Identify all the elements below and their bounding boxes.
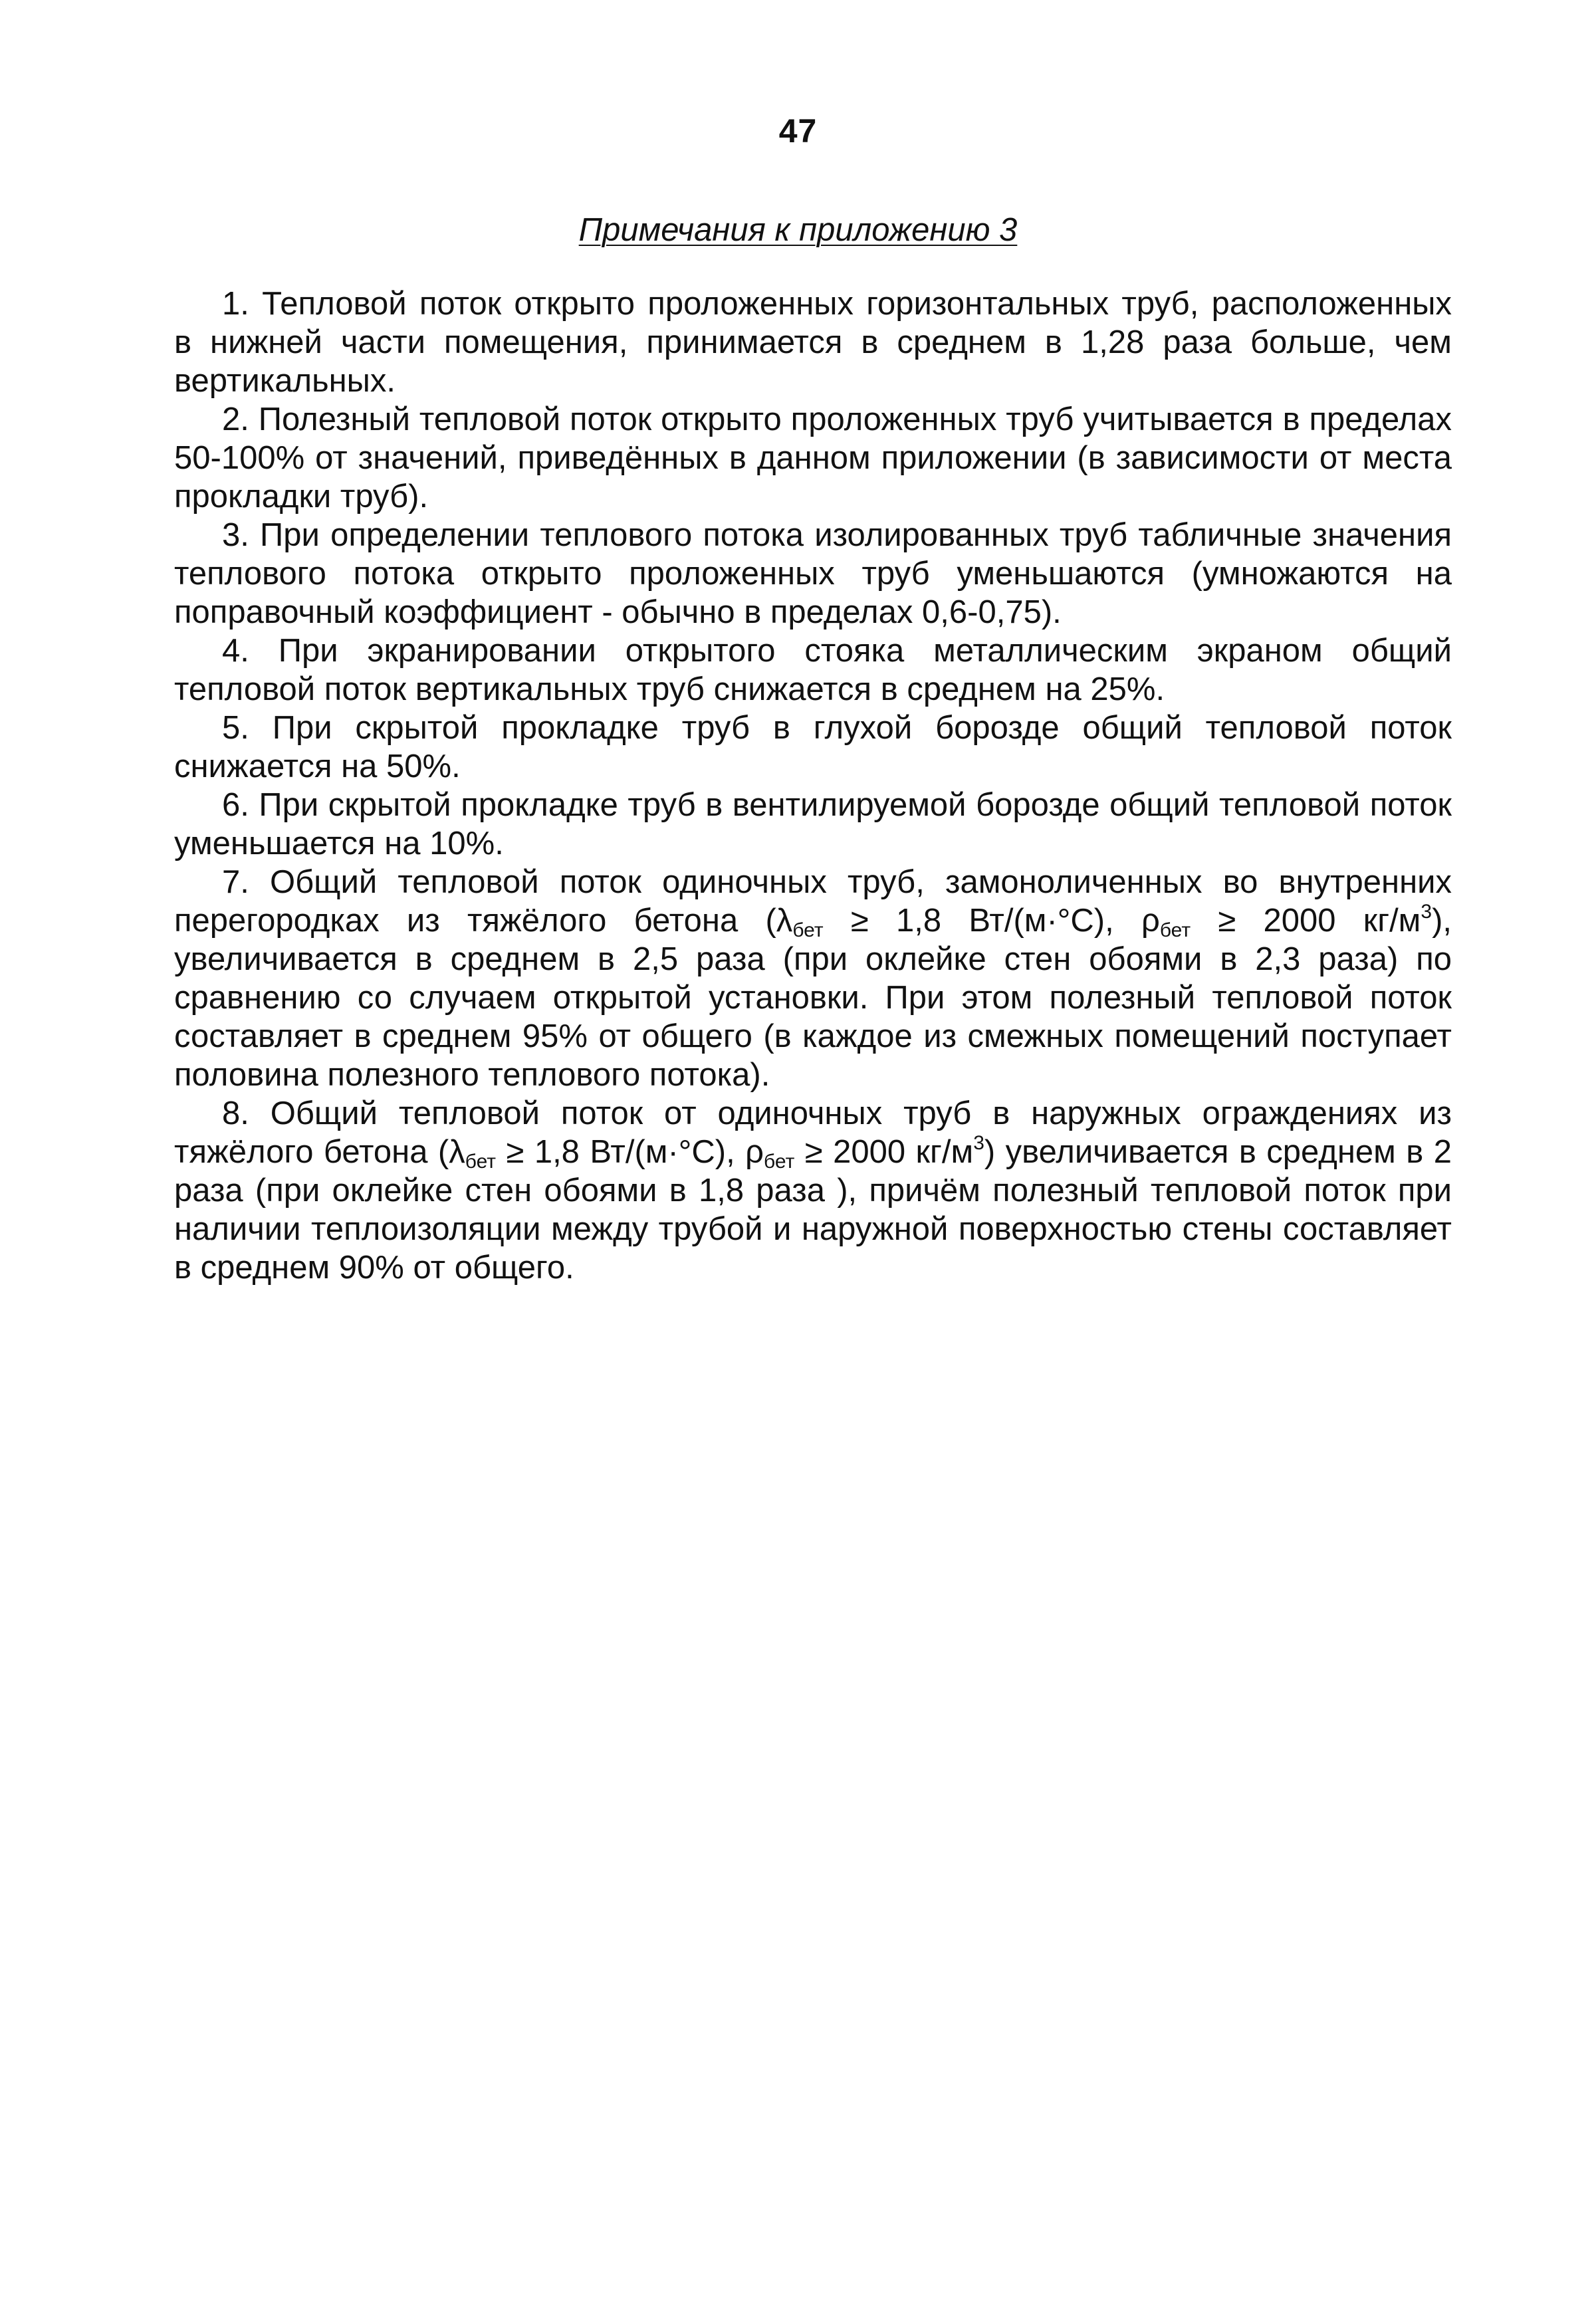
page-title: Примечания к приложению 3 [578,212,1018,248]
note-7-rho-subscript: бет [1159,919,1191,941]
note-8 [174,1094,1452,1287]
note-3: 3. При определении теплового потока изолированных труб табличные значения теплового потока открыто проложенных труб уменьшаются (умножаются на поправочный коэффициент - обычно в пределах 0,6-0,75). [174,517,1452,630]
notes-list [174,285,1452,1287]
note-8-text-c: ≥ 2000 кг/м [794,1134,974,1170]
note-7-text-d: ), увеличивается в среднем в 2,5 раза (при оклейке стен обоями в 2,3 раза) по сравнению со случаем открытой установки. При этом полезный тепловой поток составляет в среднем 95% от общего (в каждое из смежных помещений поступает половина полезного теплового потока). [174,903,1452,1093]
note-8-rho-subscript: бет [764,1151,795,1173]
note-7-text-a: 7. Общий тепловой поток одиночных труб, замоноличенных во внутренних перегородках из тяжёлого бетона (λ [174,864,1452,939]
note-6: 6. При скрытой прокладке труб в вентилируемой борозде общий тепловой поток уменьшается на 10%. [174,787,1452,862]
note-8-text-d: ) увеличивается в среднем в 2 раза (при оклейке стен обоями в 1,8 раза ), причём полезный тепловой поток при наличии теплоизоляции между трубой и наружной поверхностью стены составляет в среднем 90% от общего. [174,1134,1452,1286]
note-7 [174,863,1452,1094]
note-7-lambda-subscript: бет [792,919,824,941]
note-8-cube-superscript: 3 [973,1132,984,1154]
note-8-text-a: 8. Общий тепловой поток от одиночных труб в наружных ограждениях из тяжёлого бетона (λ [174,1095,1452,1170]
note-8-text-b: ≥ 1,8 Вт/(м·°С), ρ [496,1134,764,1170]
note-2: 2. Полезный тепловой поток открыто проложенных труб учитывается в пределах 50-100% от значений, приведённых в данном приложении (в зависимости от места прокладки труб). [174,402,1452,515]
note-7-text-b: ≥ 1,8 Вт/(м·°С), ρ [823,903,1160,939]
note-8-lambda-subscript: бет [465,1151,497,1173]
note-7-text-c: ≥ 2000 кг/м [1191,903,1421,939]
note-1: 1. Тепловой поток открыто проложенных горизонтальных труб, расположенных в нижней части помещения, принимается в среднем в 1,28 раза больше, чем вертикальных. [174,286,1452,399]
note-4: 4. При экранировании открытого стояка металлическим экраном общий тепловой поток вертикальных труб снижается в среднем на 25%. [174,633,1452,707]
page-number: 47 [778,112,818,150]
note-7-cube-superscript: 3 [1421,901,1432,923]
note-5: 5. При скрытой прокладке труб в глухой борозде общий тепловой поток снижается на 50%. [174,710,1452,784]
